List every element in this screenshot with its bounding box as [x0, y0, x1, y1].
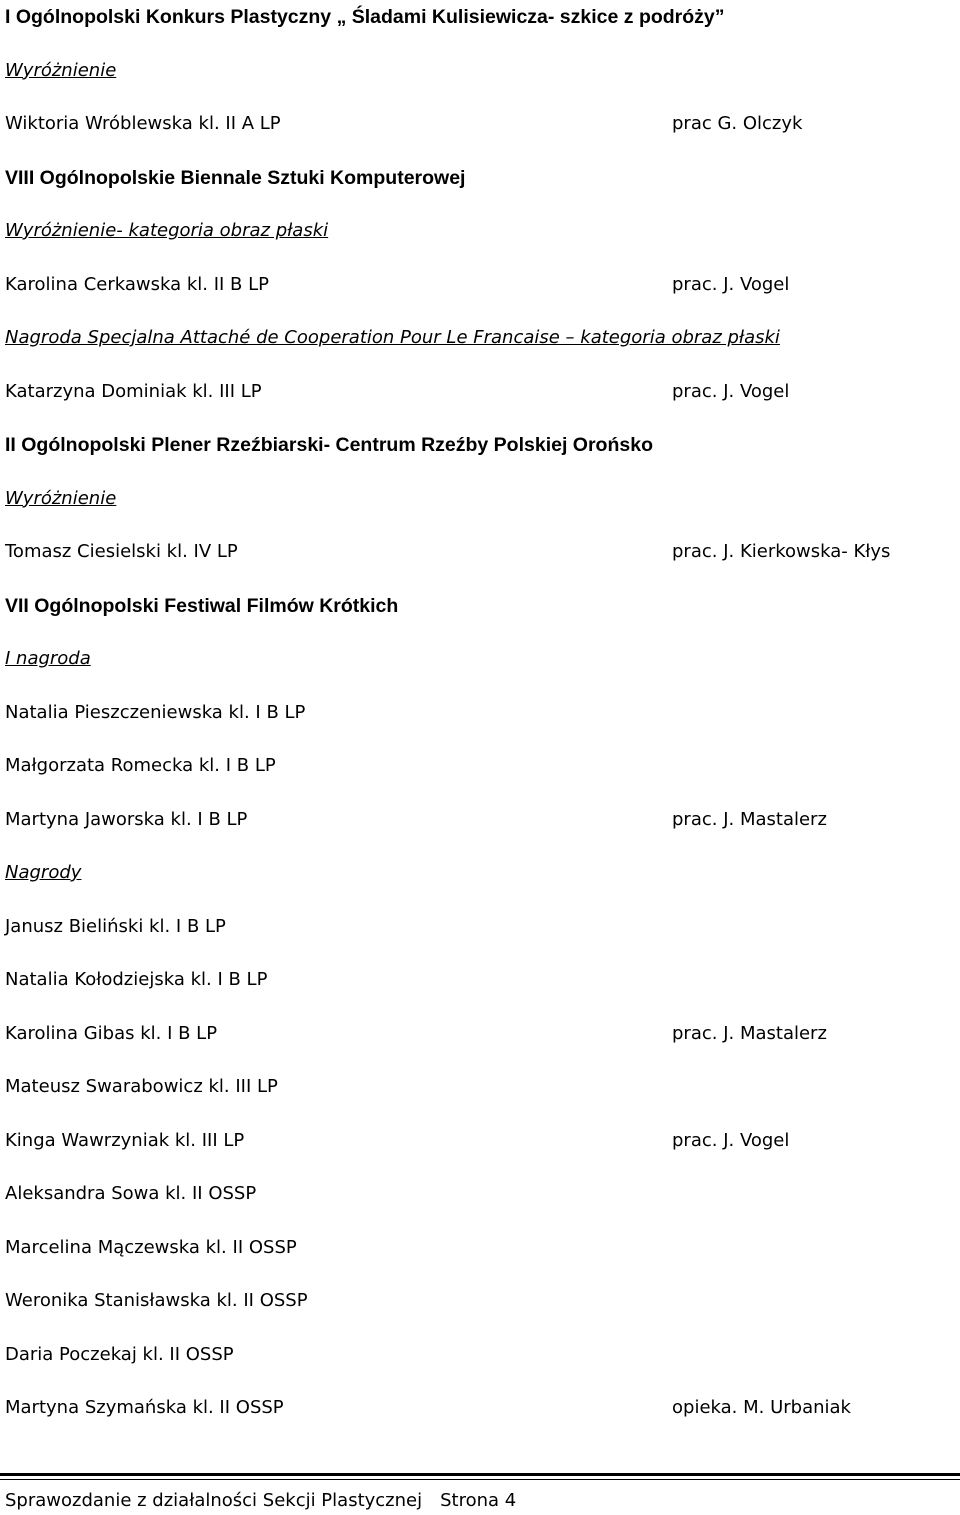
award-category: I nagroda: [5, 648, 91, 669]
award-entry-teacher: prac. J. Mastalerz: [672, 1022, 827, 1044]
award-entry-name: Karolina Gibas kl. I B LP: [5, 1022, 218, 1044]
award-entry-name: Marcelina Mączewska kl. II OSSP: [5, 1236, 297, 1258]
award-entry-name: Małgorzata Romecka kl. I B LP: [5, 755, 276, 776]
award-entry-name: Wiktoria Wróblewska kl. II A LP: [5, 113, 281, 134]
footer-text: Sprawozdanie z działalności Sekcji Plastycznej: [5, 1490, 423, 1511]
award-category: Wyróżnienie: [5, 487, 117, 509]
award-entry-teacher: prac. J. Vogel: [672, 1129, 790, 1151]
award-entry-name: Aleksandra Sowa kl. II OSSP: [5, 1183, 257, 1204]
award-entry-name: Natalia Kołodziejska kl. I B LP: [5, 969, 268, 990]
award-entry-name: Katarzyna Dominiak kl. III LP: [5, 380, 262, 402]
award-entry-teacher: prac. J. Vogel: [672, 380, 790, 402]
award-entry-name: Daria Poczekaj kl. II OSSP: [5, 1343, 234, 1365]
page-footer: [5, 1488, 516, 1514]
footer-rule-thick: [0, 1473, 960, 1476]
award-entry-name: Mateusz Swarabowicz kl. III LP: [5, 1076, 278, 1097]
footer-page-number: Strona 4: [440, 1490, 517, 1511]
award-entry-teacher: opieka. M. Urbaniak: [672, 1397, 851, 1418]
competition-heading: II Ogólnopolski Plener Rzeźbiarski- Centrum Rzeźby Polskiej Orońsko: [5, 434, 653, 456]
award-entry-teacher: prac G. Olczyk: [672, 113, 803, 134]
award-category: Nagrody: [5, 862, 82, 883]
award-entry-name: Janusz Bieliński kl. I B LP: [5, 915, 226, 937]
award-entry-name: Martyna Szymańska kl. II OSSP: [5, 1397, 284, 1418]
award-entry-name: Kinga Wawrzyniak kl. III LP: [5, 1129, 245, 1151]
award-entry-name: Martyna Jaworska kl. I B LP: [5, 808, 248, 830]
award-category: Nagroda Specjalna Attaché de Cooperation Pour Le Francaise – kategoria obraz płaski: [5, 327, 780, 348]
award-entry-name: Tomasz Ciesielski kl. IV LP: [5, 541, 238, 562]
award-entry-teacher: prac. J. Kierkowska- Kłys: [672, 541, 891, 562]
award-category: Wyróżnienie- kategoria obraz płaski: [5, 220, 329, 241]
award-entry-teacher: prac. J. Mastalerz: [672, 808, 827, 830]
competition-heading: VIII Ogólnopolskie Biennale Sztuki Komputerowej: [5, 166, 466, 189]
award-entry-name: Natalia Pieszczeniewska kl. I B LP: [5, 701, 306, 723]
award-entry-name: Weronika Stanisławska kl. II OSSP: [5, 1290, 308, 1311]
footer-rule-thin: [0, 1479, 960, 1480]
award-category: Wyróżnienie: [5, 59, 117, 81]
award-entry-teacher: prac. J. Vogel: [672, 273, 790, 295]
award-entry-name: Karolina Cerkawska kl. II B LP: [5, 273, 269, 295]
competition-heading: VII Ogólnopolski Festiwal Filmów Krótkich: [5, 594, 399, 617]
competition-heading: I Ogólnopolski Konkurs Plastyczny „ Śladami Kulisiewicza- szkice z podróży”: [5, 6, 725, 28]
